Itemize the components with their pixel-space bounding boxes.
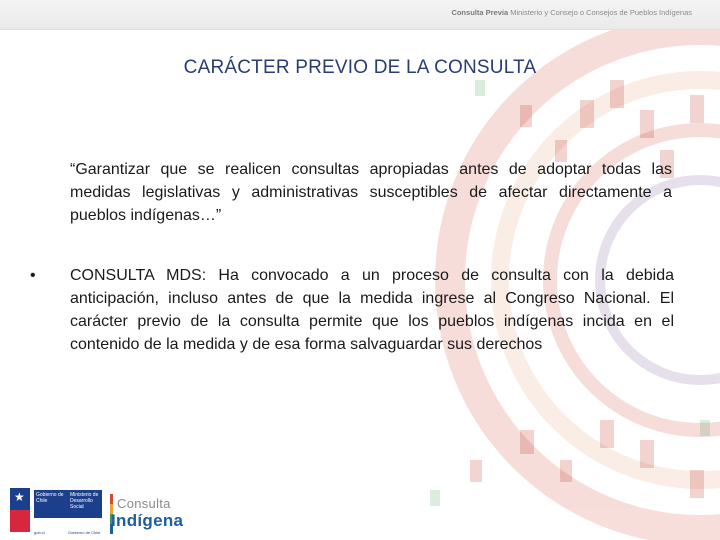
gov-small-text: Gobierno de Chile xyxy=(68,530,101,535)
star-icon: ★ xyxy=(14,490,25,504)
slide-title: CARÁCTER PREVIO DE LA CONSULTA xyxy=(183,57,537,78)
header-brand: Consulta Previa xyxy=(451,8,509,17)
bullet-text: CONSULTA MDS: Ha convocado a un proceso de consulta con la debida anticipación, incluso antes de que la medida ingrese al Congreso Nacional. El carácter previo de la consulta permite que los pueblos indígenas incida en el contenido de la medida y de esa forma salvaguardar sus derechos xyxy=(70,267,674,353)
consulta-logo-line1: Consulta xyxy=(117,496,171,511)
government-logo-text: Gobierno de Chile xyxy=(34,490,68,518)
quote-paragraph: “Garantizar que se realicen consultas apropiadas antes de adoptar todas las medidas legislativas y administrativas susceptibles de afectar directamente a pueblos indígenas…” xyxy=(70,161,672,224)
ministry-logo-text: Ministerio de Desarrollo Social xyxy=(68,490,102,518)
consulta-logo-line2: Indígena xyxy=(111,511,184,530)
gov-url-text: gob.cl xyxy=(34,530,45,535)
header-subtitle: Ministerio y Consejo o Consejos de Pueblos Indígenas xyxy=(510,8,692,17)
bullet-marker: • xyxy=(30,267,36,284)
chile-flag-stripe xyxy=(10,510,30,532)
bullet-list xyxy=(30,264,674,356)
header-bar xyxy=(0,0,720,30)
header-caption xyxy=(451,8,692,17)
